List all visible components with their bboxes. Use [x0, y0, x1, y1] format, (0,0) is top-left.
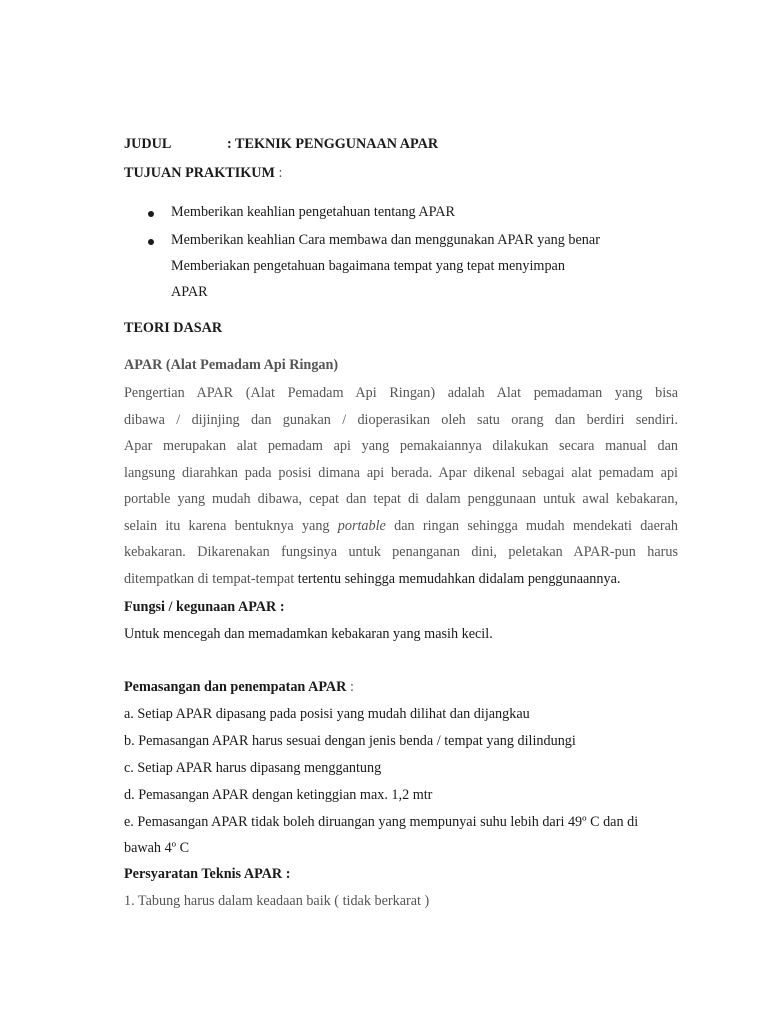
paragraph-line: langsung diarahkan pada posisi dimana api berada. Apar dikenal sebagai alat pemadam api: [124, 464, 678, 481]
persyaratan-heading: Persyaratan Teknis APAR :: [124, 866, 291, 882]
pemasangan-item-e-cont: bawah 4º C: [124, 840, 190, 856]
paragraph-line: Apar merupakan alat pemadam api yang pemakaiannya dilakukan secara manual dan: [124, 438, 678, 454]
tujuan-heading: [124, 165, 282, 182]
pemasangan-heading: [124, 679, 354, 696]
paragraph-line: Pengertian APAR (Alat Pemadam Api Ringan) adalah Alat pemadaman yang bisa: [124, 385, 678, 401]
fungsi-text: Untuk mencegah dan memadamkan kebakaran yang masih kecil.: [124, 626, 493, 642]
bullet-dot: [148, 211, 154, 217]
fungsi-heading: Fungsi / kegunaan APAR :: [124, 599, 285, 615]
pemasangan-item-c: c. Setiap APAR harus dipasang menggantung: [124, 760, 382, 776]
line-part: dan ringan sehingga mudah mendekati daerah: [394, 517, 679, 534]
tujuan-label: TUJUAN PRAKTIKUM: [124, 165, 275, 181]
paragraph-line-last: [124, 566, 678, 593]
pemasangan-colon: :: [349, 679, 354, 695]
paragraph-line: portable yang mudah dibawa, cepat dan tepat di dalam penggunaan untuk awal kebakaran,: [124, 491, 678, 507]
tujuan-item-1: Memberikan keahlian pengetahuan tentang APAR: [171, 204, 455, 220]
line-part: selain itu karena bentuknya yang: [124, 517, 330, 534]
pemasangan-label: Pemasangan dan penempatan APAR: [124, 679, 347, 695]
italic-portable: portable: [337, 517, 386, 534]
paragraph-line: kebakaran. Dikarenakan fungsinya untuk penanganan dini, peletakan APAR-pun harus: [124, 544, 678, 560]
tujuan-item-4: APAR: [171, 284, 208, 300]
pemasangan-item-b: b. Pemasangan APAR harus sesuai dengan jenis benda / tempat yang dilindungi: [124, 733, 576, 749]
judul-label: JUDUL: [124, 136, 172, 152]
persyaratan-item-1: 1. Tabung harus dalam keadaan baik ( tidak berkarat ): [124, 893, 430, 909]
line-part: ditempatkan di tempat-tempat: [124, 570, 295, 587]
teori-paragraph: [124, 380, 678, 592]
bullet-dot: [148, 239, 154, 245]
paragraph-line: dibawa / dijinjing dan gunakan / dioperasikan oleh satu orang dan berdiri sendiri.: [124, 411, 678, 428]
tujuan-item-3: Memberiakan pengetahuan bagaimana tempat yang tepat menyimpan: [171, 258, 565, 274]
teori-heading: TEORI DASAR: [124, 320, 223, 336]
paragraph-line-portable: [124, 513, 678, 540]
pemasangan-item-d: d. Pemasangan APAR dengan ketinggian max. 1,2 mtr: [124, 787, 433, 803]
tujuan-colon: :: [278, 165, 283, 181]
judul-value: : TEKNIK PENGGUNAAN APAR: [227, 136, 439, 152]
tujuan-item-2: Memberikan keahlian Cara membawa dan menggunakan APAR yang benar: [171, 232, 600, 248]
pemasangan-item-a: a. Setiap APAR dipasang pada posisi yang mudah dilihat dan dijangkau: [124, 706, 530, 722]
line-part: tertentu sehingga memudahkan didalam penggunaannya.: [297, 570, 621, 587]
apar-title: APAR (Alat Pemadam Api Ringan): [124, 357, 339, 373]
pemasangan-item-e: e. Pemasangan APAR tidak boleh diruangan yang mempunyai suhu lebih dari 49º C dan di: [124, 814, 639, 830]
